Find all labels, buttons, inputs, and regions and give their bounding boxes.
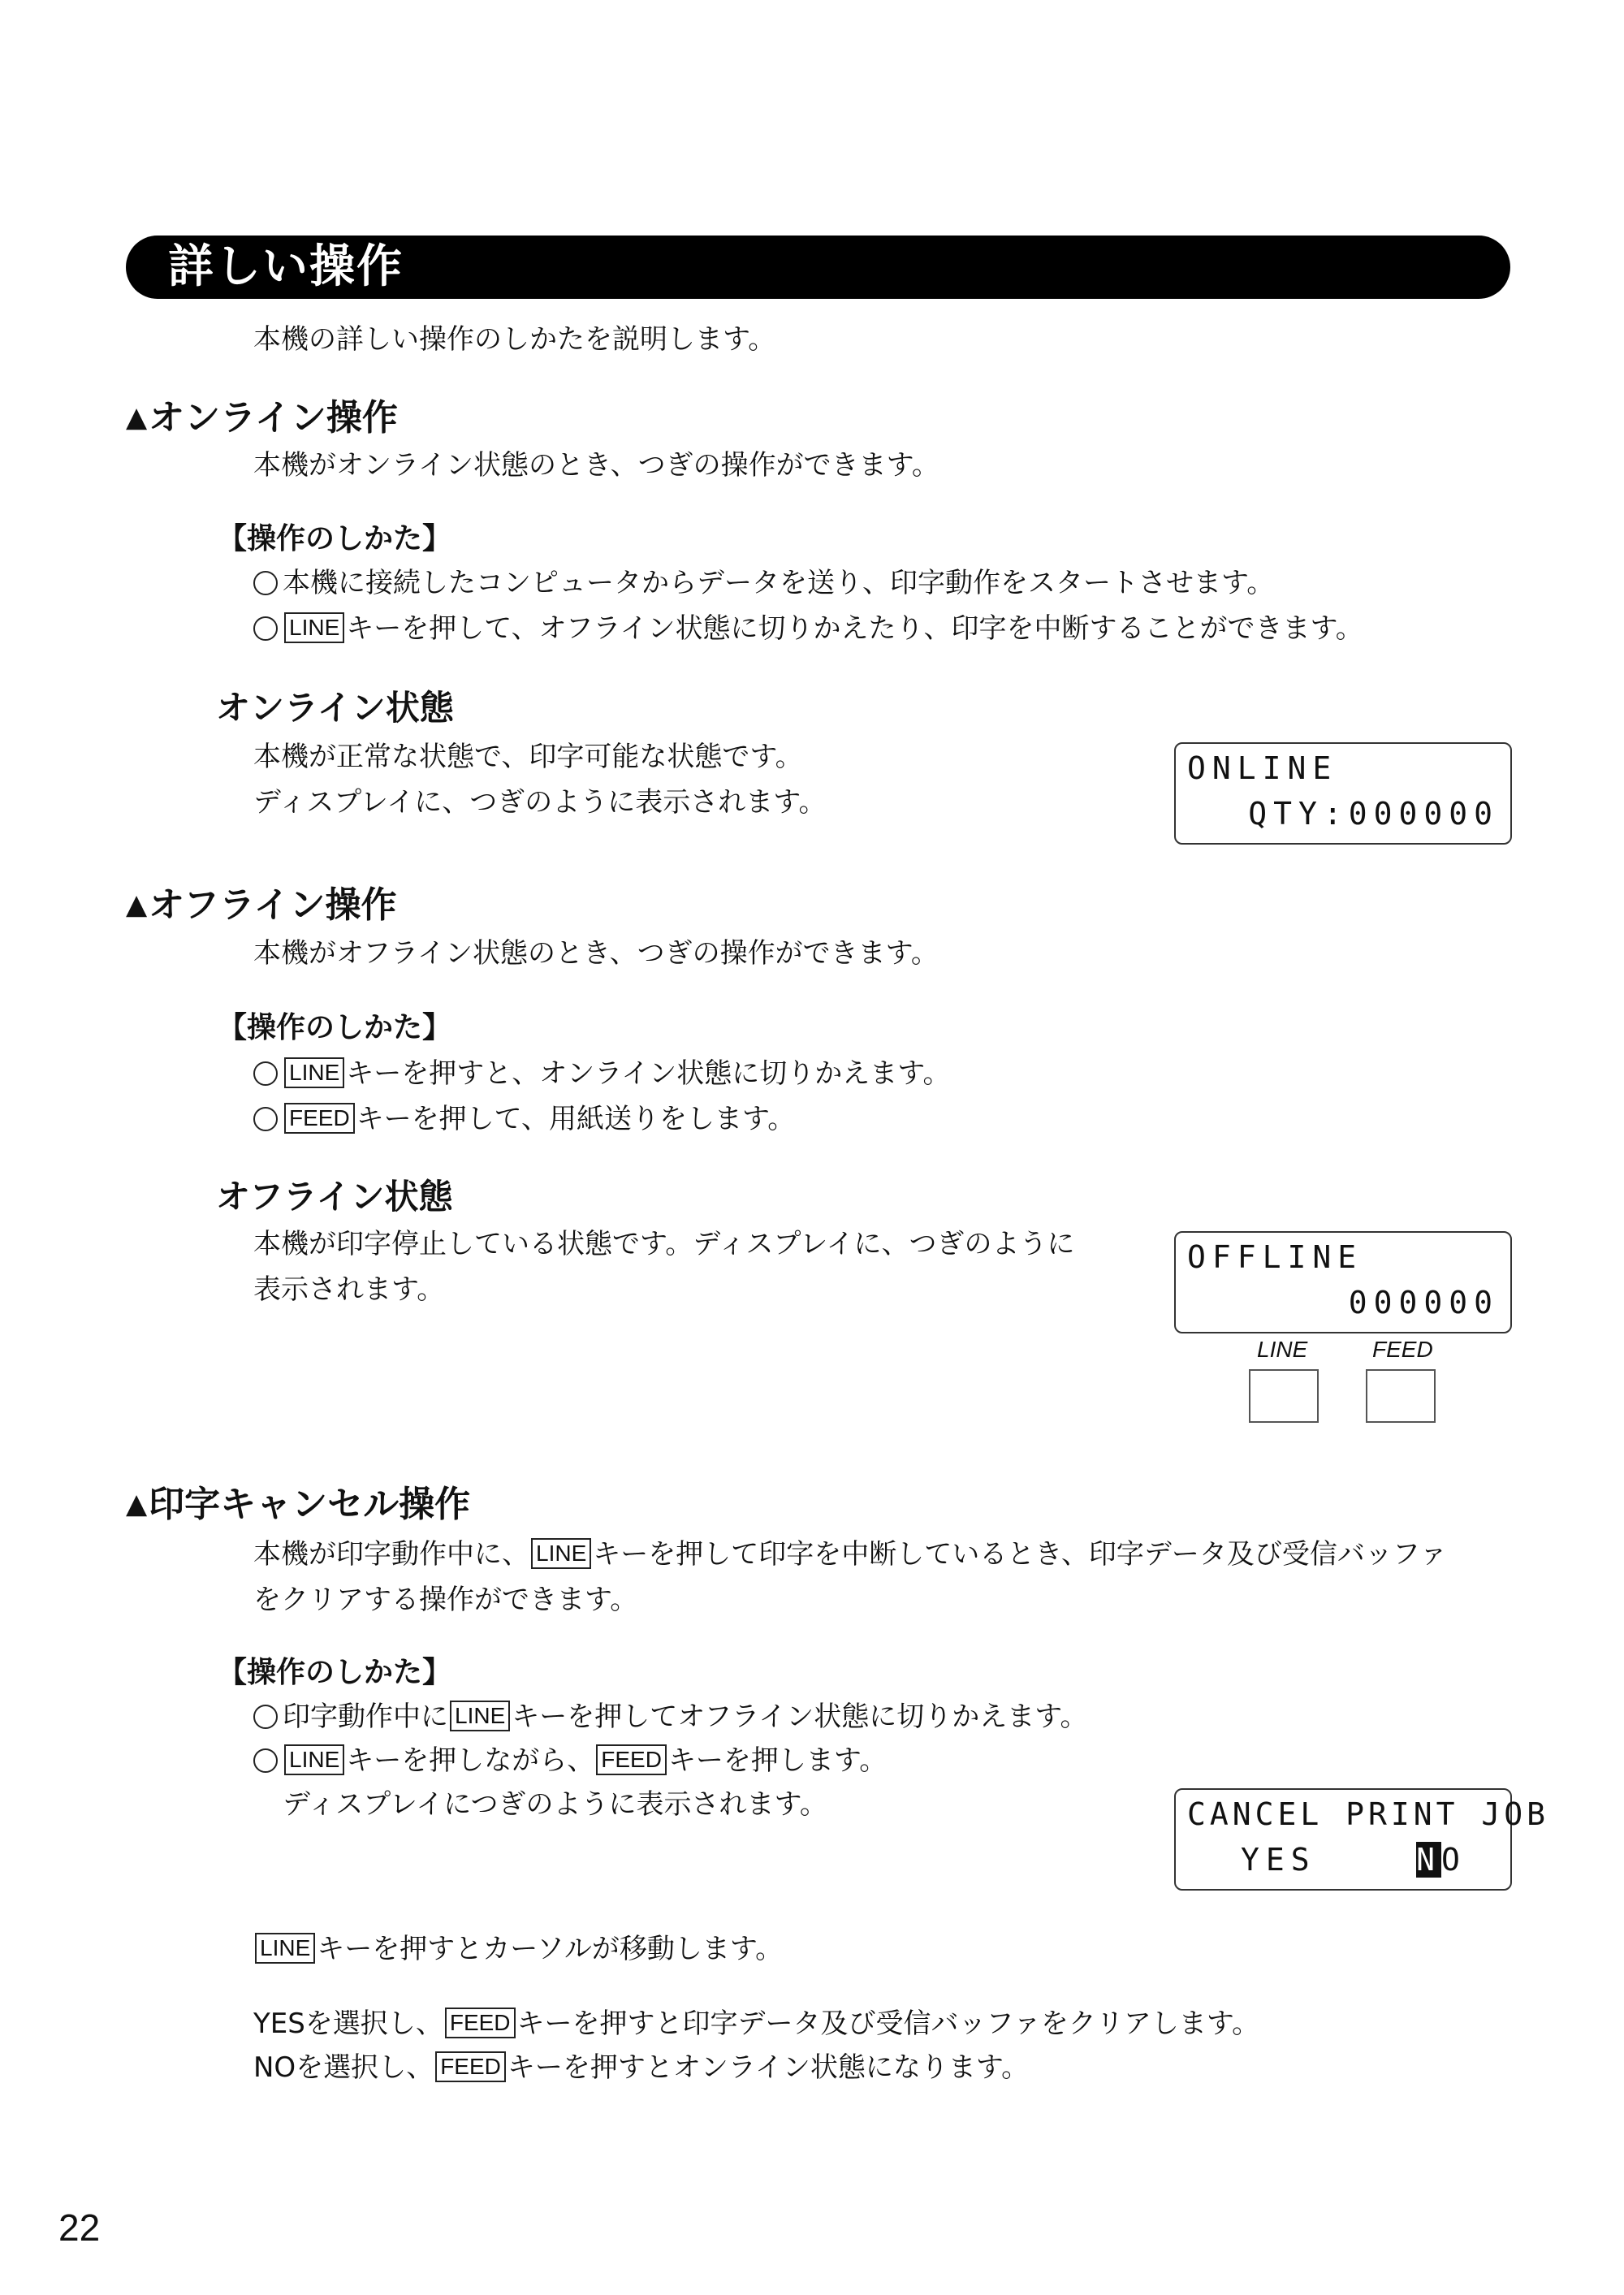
intro-text: 本機の詳しい操作のしかたを説明します。	[253, 323, 776, 356]
offline-op-item1	[253, 1051, 951, 1096]
feed-key-label: FEED	[445, 2008, 516, 2038]
lcd-yes-option: YES	[1241, 1842, 1316, 1878]
triangle-icon: ▲	[126, 1488, 148, 1520]
circle-bullet-icon	[253, 1748, 278, 1773]
cancel-op-desc1-before: 本機が印字動作中に、	[253, 1538, 529, 1571]
cancel-op-item1-after: キーを押してオフライン状態に切りかえます。	[512, 1701, 1088, 1733]
line-key-label: LINE	[450, 1701, 510, 1731]
cancel-op-item1-before: 印字動作中に	[283, 1701, 448, 1733]
feed-key-label: FEED	[596, 1744, 667, 1775]
feed-key-button[interactable]	[1366, 1369, 1436, 1423]
offline-op-desc: 本機がオフライン状態のとき、つぎの操作ができます。	[253, 937, 939, 970]
offline-op-heading-text: オフライン操作	[149, 884, 397, 926]
feed-key-label: FEED	[284, 1103, 355, 1134]
cancel-op-heading	[126, 1480, 470, 1529]
line-key-label: LINE	[284, 1744, 344, 1775]
yes-explanation-before: YESを選択し、	[253, 2008, 443, 2040]
online-op-heading-text: オンライン操作	[149, 397, 398, 439]
cancel-op-howto: 【操作のしかた】	[218, 1656, 452, 1689]
offline-op-item2-text: キーを押して、用紙送りをします。	[356, 1103, 796, 1135]
circle-bullet-icon	[253, 1061, 278, 1086]
cancel-op-item2-mid: キーを押しながら、	[346, 1744, 595, 1777]
online-op-item1	[253, 560, 1274, 606]
yes-explanation-after: キーを押すと印字データ及び受信バッファをクリアします。	[516, 2008, 1260, 2040]
cancel-op-desc1-after: キーを押して印字を中断しているとき、印字データ及び受信バッファ	[593, 1538, 1448, 1571]
cancel-op-item1	[253, 1694, 1088, 1740]
triangle-icon: ▲	[126, 401, 148, 434]
online-op-item2	[253, 606, 1363, 651]
cancel-op-item2-cont: ディスプレイにつぎのように表示されます。	[283, 1788, 827, 1821]
online-op-howto: 【操作のしかた】	[218, 522, 452, 555]
online-op-desc: 本機がオンライン状態のとき、つぎの操作ができます。	[253, 449, 939, 482]
page-number: 22	[58, 2206, 101, 2249]
feed-key-label: FEED	[435, 2051, 506, 2082]
page-title: 詳しい操作	[168, 240, 404, 293]
panel-label-feed: FEED	[1372, 1337, 1433, 1362]
offline-state-heading: オフライン状態	[216, 1177, 453, 1217]
offline-state-line2: 表示されます。	[253, 1273, 445, 1306]
cursor-note-text: キーを押すとカーソルが移動します。	[317, 1933, 784, 1965]
offline-op-heading	[126, 880, 397, 930]
lcd-line-1: OFFLINE	[1187, 1239, 1363, 1275]
circle-bullet-icon	[253, 616, 278, 641]
circle-bullet-icon	[253, 571, 278, 595]
line-key-label: LINE	[284, 612, 344, 643]
online-op-item2-text: キーを押して、オフライン状態に切りかえたり、印字を中断することができます。	[346, 612, 1363, 645]
no-explanation-after: キーを押すとオンライン状態になります。	[507, 2051, 1030, 2084]
triangle-icon: ▲	[126, 888, 148, 921]
cancel-op-heading-text: 印字キャンセル操作	[149, 1484, 471, 1525]
circle-bullet-icon	[253, 1705, 278, 1729]
offline-op-item2	[253, 1096, 795, 1142]
page-title-bar	[126, 236, 1510, 299]
lcd-no-option-rest: O	[1441, 1842, 1466, 1878]
no-explanation-before: NOを選択し、	[253, 2051, 434, 2084]
offline-op-item1-text: キーを押すと、オンライン状態に切りかえます。	[346, 1057, 951, 1090]
online-lcd-display	[1174, 742, 1512, 845]
lcd-line-1: CANCEL PRINT JOB	[1187, 1796, 1550, 1832]
yes-explanation	[253, 2001, 1259, 2046]
offline-state-line1: 本機が印字停止している状態です。ディスプレイに、つぎのように	[253, 1228, 1075, 1260]
online-state-line2: ディスプレイに、つぎのように表示されます。	[253, 786, 827, 819]
lcd-line-2	[1241, 1842, 1466, 1878]
cancel-op-desc2: をクリアする操作ができます。	[253, 1584, 638, 1616]
circle-bullet-icon	[253, 1107, 278, 1131]
no-explanation	[253, 2045, 1029, 2090]
cancel-op-item2-after: キーを押します。	[667, 1744, 888, 1777]
panel-label-line: LINE	[1257, 1337, 1308, 1362]
lcd-line-2: QTY:000000	[1248, 796, 1499, 832]
line-key-label: LINE	[531, 1538, 591, 1569]
online-state-heading: オンライン状態	[216, 688, 454, 728]
lcd-line-1: ONLINE	[1187, 750, 1338, 786]
cancel-lcd-display	[1174, 1788, 1550, 1891]
cancel-op-desc1	[253, 1532, 1447, 1577]
online-state-line1: 本機が正常な状態で、印字可能な状態です。	[253, 741, 803, 773]
online-op-heading	[126, 393, 398, 443]
lcd-cursor: N	[1416, 1842, 1442, 1878]
line-key-label: LINE	[255, 1933, 315, 1964]
lcd-line-2: 000000	[1348, 1285, 1499, 1320]
cancel-op-item2	[253, 1738, 887, 1783]
online-op-item1-text: 本機に接続したコンピュータからデータを送り、印字動作をスタートさせます。	[283, 567, 1275, 599]
cursor-note	[253, 1926, 783, 1972]
offline-op-howto: 【操作のしかた】	[218, 1011, 452, 1044]
line-key-label: LINE	[284, 1057, 344, 1088]
offline-lcd-display	[1174, 1231, 1512, 1333]
line-key-button[interactable]	[1249, 1369, 1319, 1423]
